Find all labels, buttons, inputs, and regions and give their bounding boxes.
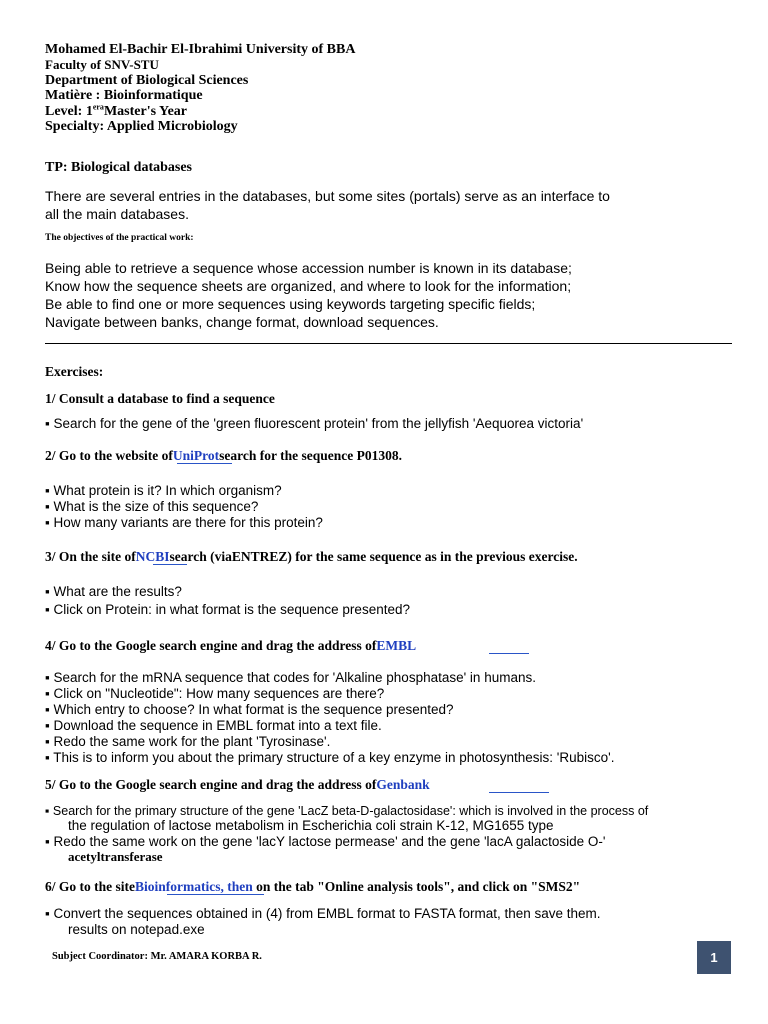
exercise-2-bullets — [45, 483, 323, 531]
exercise-1-bullet: ▪ Search for the gene of the 'green fluorescent protein' from the jellyfish 'Aequorea victoria' — [45, 416, 584, 431]
exercise-4-title — [45, 638, 416, 654]
exercise-6-title-pre: 6/ Go to the site — [45, 879, 135, 894]
subject-matiere: Matière : Bioinformatique — [45, 88, 203, 103]
embl-link-underline — [489, 653, 529, 654]
exercise-6-bullet-a: ▪ Convert the sequences obtained in (4) from EMBL format to FASTA format, then save them. — [45, 906, 601, 921]
exercise-2-title-post: search for the sequence P01308. — [219, 448, 402, 463]
objective-item: Navigate between banks, change format, download sequences. — [45, 314, 439, 330]
exercise-5-bullet-1b: the regulation of lactose metabolism in Escherichia coli strain K-12, MG1655 type — [68, 818, 554, 833]
bioinformatics-link[interactable]: Bioinformatics, then — [135, 879, 253, 894]
exercise-4-bullet: ▪ Search for the mRNA sequence that codes for 'Alkaline phosphatase' in humans. — [45, 670, 536, 685]
page-number-badge: 1 — [697, 941, 731, 974]
exercise-6-title-post: on the tab "Online analysis tools", and click on "SMS2" — [252, 879, 581, 894]
subject-coordinator: Subject Coordinator: Mr. AMARA KORBA R. — [52, 951, 262, 962]
exercise-4-bullet: ▪ This is to inform you about the primary structure of a key enzyme in photosynthesis: 'Rubisco'. — [45, 750, 615, 765]
objective-item: Be able to find one or more sequences using keywords targeting specific fields; — [45, 296, 536, 312]
intro-line: There are several entries in the databases, but some sites (portals) serve as an interface to — [45, 188, 610, 204]
objective-item: Being able to retrieve a sequence whose accession number is known in its database; — [45, 260, 572, 276]
exercise-4-bullet: ▪ Click on "Nucleotide": How many sequences are there? — [45, 686, 385, 701]
exercise-5-bullet-2b: acetyltransferase — [68, 849, 163, 864]
exercise-2-bullet: ▪ What is the size of this sequence? — [45, 499, 259, 514]
ncbi-link-underline — [153, 564, 187, 565]
exercise-2-bullet: ▪ What protein is it? In which organism? — [45, 483, 282, 498]
exercise-4-title-pre: 4/ Go to the Google search engine and drag the address of — [45, 638, 377, 653]
exercise-3-title-pre: 3/ On the site of — [45, 549, 136, 564]
objectives-heading: The objectives of the practical work: — [45, 233, 194, 243]
intro-line: all the main databases. — [45, 206, 189, 222]
ncbi-link[interactable]: NCBI — [135, 549, 170, 564]
university-name: Mohamed El-Bachir El-Ibrahimi University of BBA — [45, 42, 356, 57]
exercise-2-bullet: ▪ How many variants are there for this protein? — [45, 515, 323, 530]
uniprot-link-underline — [177, 463, 232, 464]
uniprot-link[interactable]: UniProt — [172, 448, 220, 463]
genbank-link[interactable]: Genbank — [376, 777, 430, 792]
exercise-1-title: 1/ Consult a database to find a sequence — [45, 391, 275, 406]
exercise-5-title — [45, 777, 430, 793]
bioinformatics-link-underline — [167, 894, 264, 895]
exercise-6-title — [45, 879, 580, 895]
intro-paragraph — [45, 187, 610, 223]
objectives-list — [45, 259, 572, 331]
specialty-line: Specialty: Applied Microbiology — [45, 119, 238, 134]
faculty-name: Faculty of SNV-STU — [45, 57, 159, 72]
exercise-4-bullet: ▪ Redo the same work for the plant 'Tyrosinase'. — [45, 734, 331, 749]
level-prefix: Level: 1 — [45, 104, 93, 119]
exercise-5-bullet-2a: ▪ Redo the same work on the gene 'lacY lactose permease' and the gene 'lacA galactoside O-' — [45, 834, 606, 849]
exercise-3-bullets — [45, 583, 410, 619]
exercise-6-bullet-b: results on notepad.exe — [68, 922, 205, 937]
exercise-4-bullets — [45, 670, 614, 766]
level-superscript: era — [92, 102, 104, 112]
exercise-4-bullet: ▪ Download the sequence in EMBL format into a text file. — [45, 718, 382, 733]
exercise-3-bullet: ▪ Click on Protein: in what format is the sequence presented? — [45, 602, 410, 617]
exercise-5-bullet-1a: ▪ Search for the primary structure of the gene 'LacZ beta-D-galactosidase': which is involved in the process of — [45, 804, 649, 818]
exercise-2-title — [45, 448, 402, 464]
exercise-2-title-pre: 2/ Go to the website of — [45, 448, 173, 463]
exercise-5-title-pre: 5/ Go to the Google search engine and drag the address of — [45, 777, 377, 792]
embl-link[interactable]: EMBL — [376, 638, 417, 653]
objective-item: Know how the sequence sheets are organized, and where to look for the information; — [45, 278, 572, 294]
department-name: Department of Biological Sciences — [45, 73, 249, 88]
exercise-3-title — [45, 549, 578, 565]
exercise-3-bullet: ▪ What are the results? — [45, 584, 182, 599]
tp-title: TP: Biological databases — [45, 160, 193, 175]
exercises-heading: Exercises: — [45, 364, 104, 379]
level-suffix: Master's Year — [103, 104, 187, 119]
section-divider — [45, 343, 732, 344]
exercise-4-bullet: ▪ Which entry to choose? In what format is the sequence presented? — [45, 702, 454, 717]
level-line — [45, 104, 187, 120]
exercise-3-title-post: search (viaENTREZ) for the same sequence as in the previous exercise. — [169, 549, 578, 564]
genbank-link-underline — [489, 792, 549, 793]
